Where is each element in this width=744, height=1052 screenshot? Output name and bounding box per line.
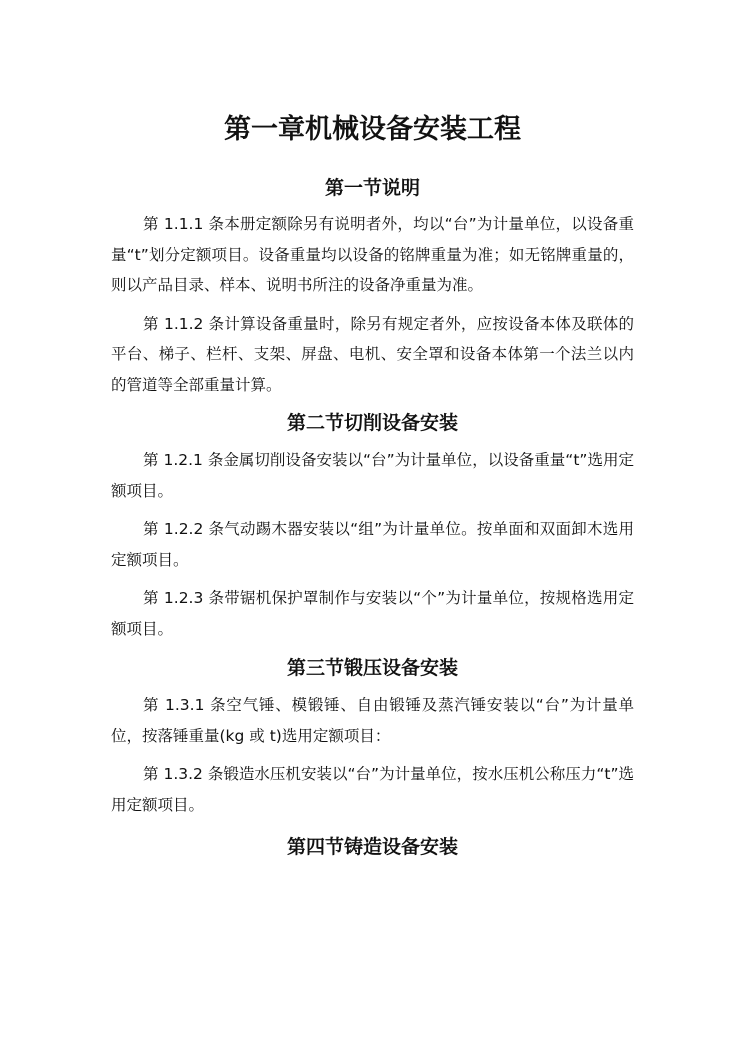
section-heading-3: 第三节锻压设备安装 [286, 657, 458, 679]
paragraph-1-1-2: 第 1.1.2 条计算设备重量时，除另有规定者外，应按设备本体及联体的平台、梯子、栏杆、支架、屏盘、电机、安全罩和设备本体第一个法兰以内的管道等全部重量计算。 [111, 314, 634, 394]
paragraph-1-2-1: 第 1.2.1 条金属切削设备安装以“台”为计量单位，以设备重量“t”选用定额项目。 [111, 451, 634, 500]
paragraph-1-3-1: 第 1.3.1 条空气锤、模锻锤、自由锻锤及蒸汽锤安装以“台”为计量单位，按落锤重量(kg 或 t)选用定额项目： [111, 696, 634, 745]
paragraph-1-2-2: 第 1.2.2 条气动踢木器安装以“组”为计量单位。按单面和双面卸木选用定额项目。 [111, 520, 634, 569]
paragraph-1-2-3: 第 1.2.3 条带锯机保护罩制作与安装以“个”为计量单位，按规格选用定额项目。 [111, 589, 634, 638]
section-heading-4: 第四节铸造设备安装 [286, 836, 458, 858]
paragraph-1-3-2: 第 1.3.2 条锻造水压机安装以“台”为计量单位，按水压机公称压力“t”选用定额项目。 [111, 765, 634, 814]
section-heading-1: 第一节说明 [324, 177, 420, 199]
document-title: 第一章机械设备安装工程 [224, 114, 521, 145]
section-heading-2: 第二节切削设备安装 [286, 412, 458, 434]
paragraph-1-1-1: 第 1.1.1 条本册定额除另有说明者外，均以“台”为计量单位，以设备重量“t”划分定额项目。设备重量均以设备的铭牌重量为准；如无铭牌重量的，则以产品目录、样本、说明书所注的设备净重量为准。 [111, 215, 634, 294]
